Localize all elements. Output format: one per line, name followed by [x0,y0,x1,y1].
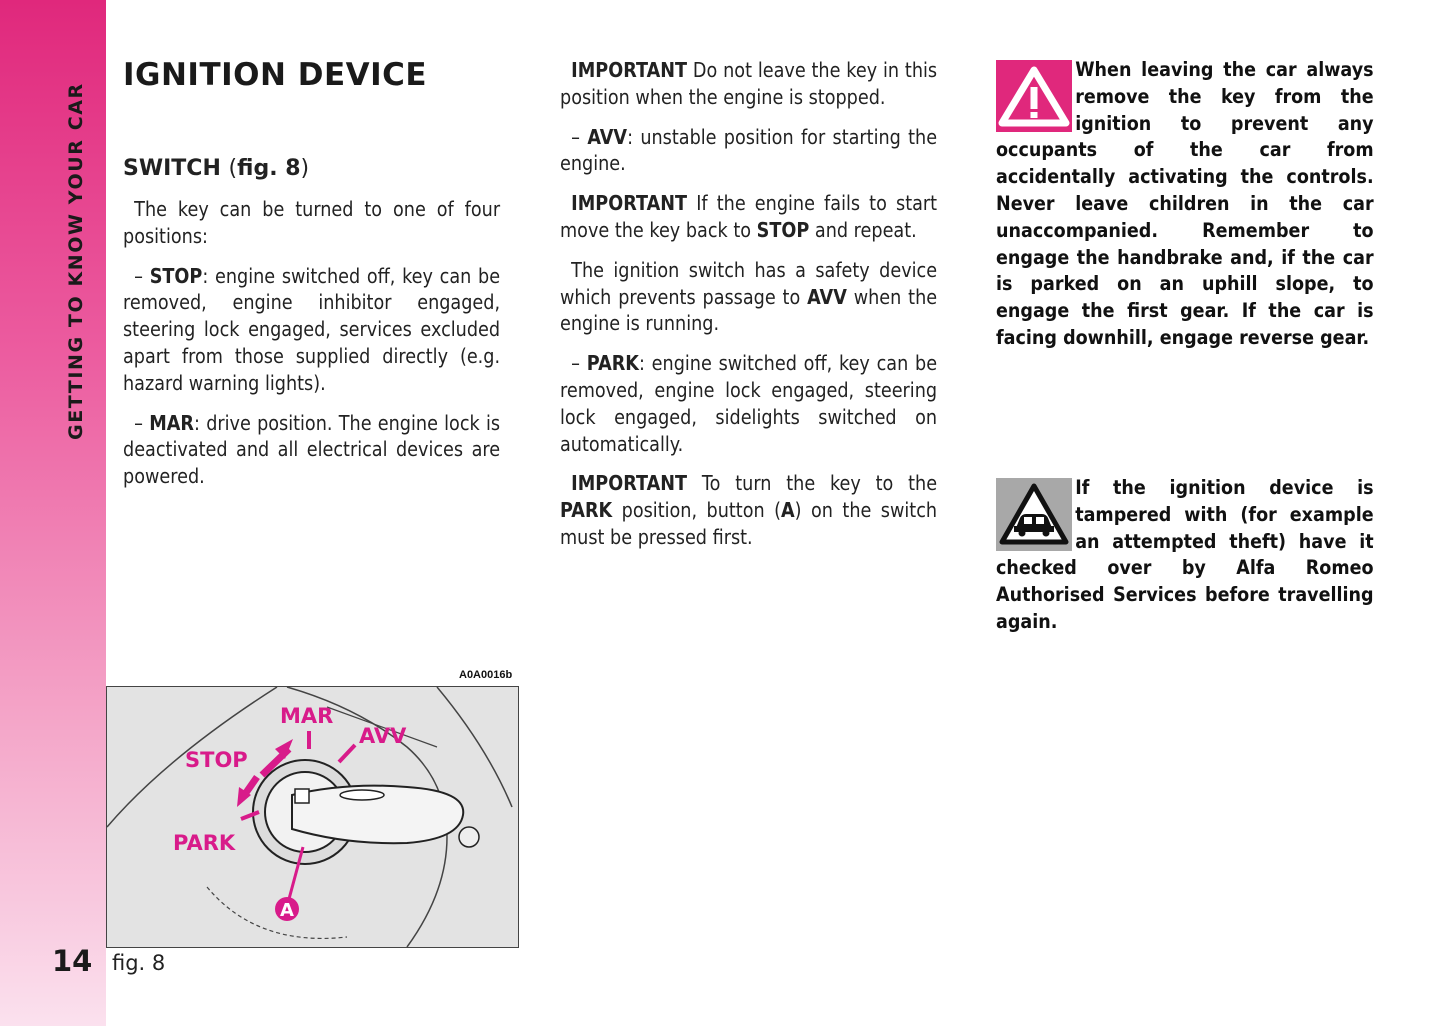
safety-text-b: when the engine is running. [560,284,938,336]
avv-text: : unstable position for starting the engine. [560,124,938,176]
important-2 [560,190,937,244]
mar-label: MAR [149,410,195,435]
label-park: PARK [173,831,236,855]
warning-box-key [996,57,1374,352]
figure-code: A0A0016b [459,669,513,681]
warning-1-text: When leaving the car always remove the key from the ignition to prevent any occupants of the car from accidentally activating the controls. Never leave children in the car unaccompanied. Remember to engage the handbrake and, if the car is parked on an uphill slope, to engage the first gear. If the car is facing downhill, engage reverse gear. [996,58,1374,349]
important-3-park: PARK [560,498,613,523]
important-1-text: Do not leave the key in this position when the engine is stopped. [560,58,938,109]
figure-caption: fig. 8 [112,951,166,975]
important-3-a: A [781,498,795,523]
section-title: GETTING TO KNOW YOUR CAR [65,82,87,440]
park-paragraph: – PARK: engine switched off, key can be removed, engine lock engaged, steering lock engaged, sidelights switched on automatically. [560,351,938,456]
important-3-text-c: ) on the switch must be pressed first. [560,498,938,549]
important-2-label: IMPORTANT [571,191,688,216]
switch-intro: The key can be turned to one of four positions: [123,197,501,248]
mar-paragraph: – MAR: drive position. The engine lock is deactivated and all electrical devices are powered. [123,410,501,489]
safety-text-a: The ignition switch has a safety device which prevents passage to [560,257,938,309]
ignition-illustration [107,687,518,947]
label-mar: MAR [280,704,334,728]
label-a: A [280,900,294,921]
stop-text: : engine switched off, key can be removed, engine inhibitor engaged, steering lock engaged, services excluded apart from those supplied directly (e.g. hazard warning lights). [123,263,501,395]
important-2-text-a: If the engine fails to start move the key back to [560,191,938,242]
mar-text: : drive position. The engine lock is deactivated and all electrical devices are powered. [123,410,501,489]
park-text: : engine switched off, key can be removed, engine lock engaged, steering lock engaged, sidelights switched on automatically. [560,351,938,456]
avv-label: AVV [587,124,628,149]
important-1-label: IMPORTANT [571,58,688,82]
switch-fig-ref[interactable]: fig. 8 [237,156,301,181]
switch-heading-fig: (fig. 8) [228,156,310,181]
warning-2-text: If the ignition device is tampered with (for example an attempted theft) have it checked over by Alfa Romeo Authorised Services before travelling again. [996,476,1374,633]
safety-avv: AVV [807,284,847,309]
switch-heading-label: SWITCH [123,156,221,181]
column-middle [560,57,938,564]
column-left [123,155,501,503]
important-3-text-a: To turn the key to the [687,471,938,496]
sidebar-band [0,0,106,1026]
important-3-text-b: position, button ( [612,498,782,523]
stop-label: STOP [149,263,203,288]
page-title: IGNITION DEVICE [123,57,428,93]
avv-paragraph: – AVV: unstable position for starting the engine. [560,124,938,176]
important-3 [560,470,937,550]
stop-paragraph: – STOP: engine switched off, key can be removed, engine inhibitor engaged, steering lock engaged, services excluded apart from those supplied directly (e.g. hazard warning lights). [123,263,501,395]
warning-box-tamper [996,475,1374,636]
page-number: 14 [52,944,93,978]
important-2-text-b: and repeat. [809,217,917,242]
safety-paragraph [560,257,937,337]
important-3-label: IMPORTANT [571,471,688,496]
important-1 [560,57,937,111]
park-label: PARK [586,351,639,376]
figure-ignition-switch [106,686,519,948]
switch-heading [123,155,501,183]
label-avv: AVV [359,724,407,748]
important-2-stop: STOP [756,217,810,242]
label-stop: STOP [185,748,248,772]
